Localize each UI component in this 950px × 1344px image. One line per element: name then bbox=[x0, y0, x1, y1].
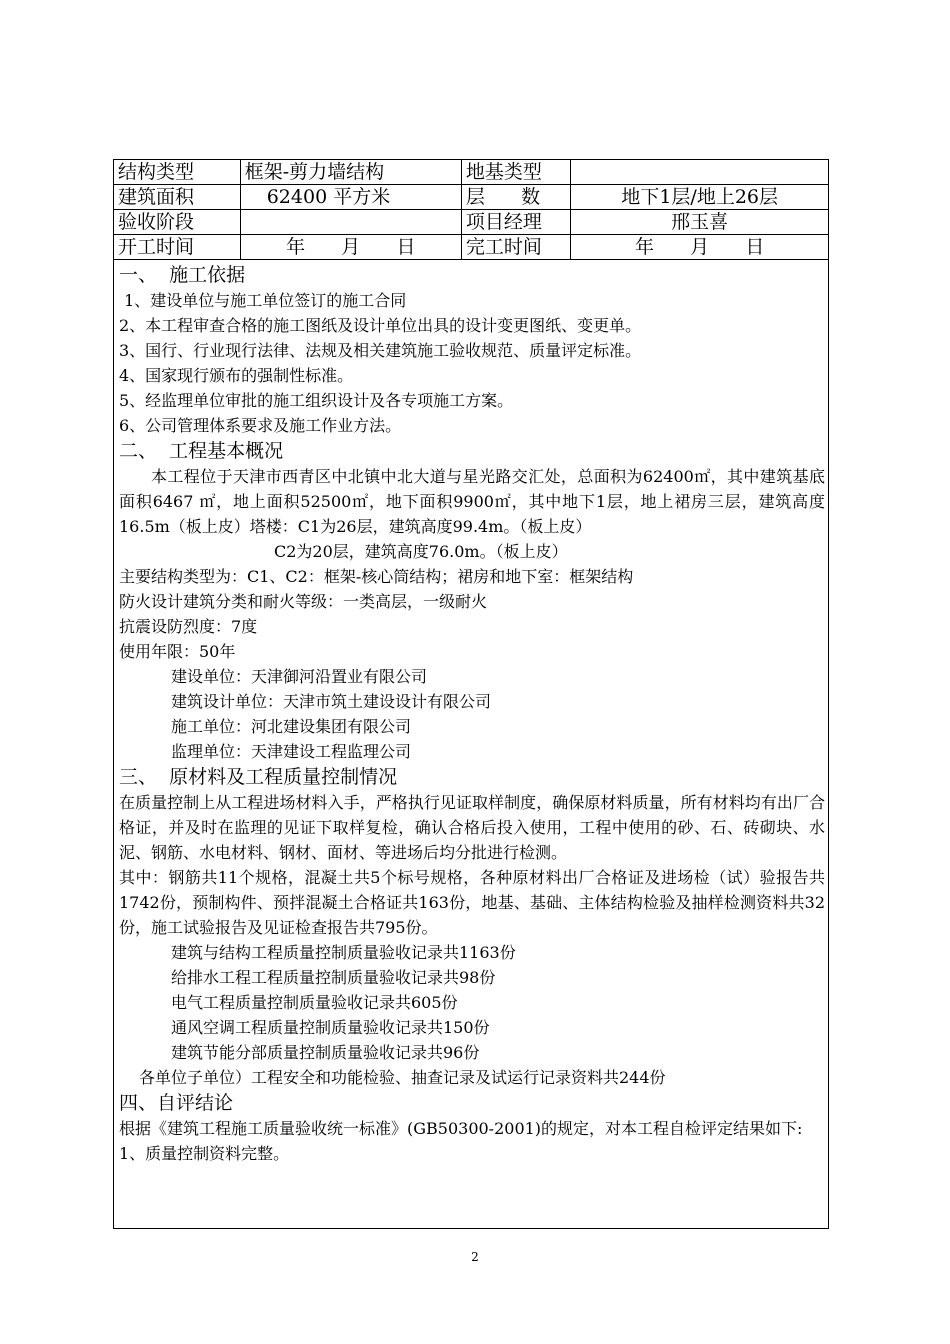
owner-unit-line: 建设单位：天津御河沿置业有限公司 bbox=[171, 667, 428, 686]
value-foundation-type bbox=[571, 160, 829, 185]
section-title-quality: 三、 原材料及工程质量控制情况 bbox=[119, 766, 398, 788]
label-start-date: 开工时间 bbox=[114, 235, 241, 260]
value-building-area: 62400 平方米 bbox=[240, 185, 461, 210]
project-info-table bbox=[113, 159, 829, 260]
label-acceptance-stage: 验收阶段 bbox=[114, 210, 241, 235]
section-title-basis: 一、 施工依据 bbox=[119, 264, 246, 286]
supervision-unit-line: 监理单位：天津建设工程监理公司 bbox=[171, 742, 412, 761]
record-line: 建筑节能分部质量控制质量验收记录共96份 bbox=[171, 1043, 480, 1062]
list-item: 5、经监理单位审批的施工组织设计及各专项施工方案。 bbox=[119, 391, 514, 410]
list-item: 2、本工程审查合格的施工图纸及设计单位出具的设计变更图纸、变更单。 bbox=[119, 316, 642, 335]
label-end-date: 完工时间 bbox=[461, 235, 570, 260]
design-unit-line: 建筑设计单位：天津市筑土建设设计有限公司 bbox=[171, 692, 492, 711]
conclusion-paragraph: 根据《建筑工程施工质量验收统一标准》(GB50300-2001)的规定，对本工程自检评定结果如下: bbox=[119, 1119, 803, 1138]
value-structure-type: 框架-剪力墙结构 bbox=[240, 160, 461, 185]
document-body bbox=[119, 262, 825, 1166]
table-row bbox=[114, 160, 829, 185]
record-line: 电气工程质量控制质量验收记录共605份 bbox=[171, 993, 458, 1012]
value-start-date: 年 月 日 bbox=[240, 235, 461, 260]
fire-rating-line: 防火设计建筑分类和耐火等级：一类高层，一级耐火 bbox=[119, 592, 488, 611]
page-number: 2 bbox=[471, 1250, 479, 1264]
record-line: 建筑与结构工程质量控制质量验收记录共1163份 bbox=[171, 943, 516, 962]
seismic-line: 抗震设防烈度：7度 bbox=[119, 617, 258, 636]
conclusion-item: 1、质量控制资料完整。 bbox=[119, 1144, 290, 1163]
table-row bbox=[114, 210, 829, 235]
list-item: 1、建设单位与施工单位签订的施工合同 bbox=[119, 291, 407, 310]
service-life-line: 使用年限：50年 bbox=[119, 642, 236, 661]
table-row bbox=[114, 235, 829, 260]
overview-paragraph-cont: C2为20层，建筑高度76.0m。（板上皮） bbox=[274, 542, 568, 561]
value-project-manager: 邢玉喜 bbox=[571, 210, 829, 235]
construction-unit-line: 施工单位：河北建设集团有限公司 bbox=[171, 717, 412, 736]
value-end-date: 年 月 日 bbox=[571, 235, 829, 260]
section-title-conclusion: 四、自评结论 bbox=[119, 1092, 234, 1114]
label-foundation-type: 地基类型 bbox=[461, 160, 570, 185]
list-item: 4、国家现行颁布的强制性标准。 bbox=[119, 366, 354, 385]
section-title-overview: 二、 工程基本概况 bbox=[119, 440, 284, 462]
record-line: 各单位子单位）工程安全和功能检验、抽查记录及试运行记录资料共244份 bbox=[139, 1068, 666, 1087]
table-row bbox=[114, 185, 829, 210]
record-line: 给排水工程工程质量控制质量验收记录共98份 bbox=[171, 968, 496, 987]
value-floors: 地下1层/地上26层 bbox=[571, 185, 829, 210]
label-structure-type: 结构类型 bbox=[114, 160, 241, 185]
record-line: 通风空调工程质量控制质量验收记录共150份 bbox=[171, 1018, 490, 1037]
list-item: 3、国行、行业现行法律、法规及相关建筑施工验收规范、质量评定标准。 bbox=[119, 341, 642, 360]
value-acceptance-stage bbox=[240, 210, 461, 235]
quality-stats-paragraph: 其中：钢筋共11个规格，混凝土共5个标号规格，各种原材料出厂合格证及进场检（试）验报告共1742份，预制构件、预拌混凝土合格证共163份，地基、基础、主体结构检验及抽样检测资料共32份，施工试验报告及见证检查报告共795份。 bbox=[119, 868, 825, 937]
list-item: 6、公司管理体系要求及施工作业方法。 bbox=[119, 416, 402, 435]
label-floors: 层 数 bbox=[461, 185, 570, 210]
label-project-manager: 项目经理 bbox=[461, 210, 570, 235]
overview-paragraph: 本工程位于天津市西青区中北镇中北大道与星光路交汇处，总面积为62400㎡，其中建筑基底面积6467 ㎡，地上面积52500㎡，地下面积9900㎡，其中地下1层，地上裙房三层，建筑高度16.5m（板上皮）塔楼：C1为26层，建筑高度99.4m。（板上皮） bbox=[119, 467, 825, 536]
structure-type-line: 主要结构类型为：C1、C2：框架-核心筒结构；裙房和地下室：框架结构 bbox=[119, 567, 634, 586]
quality-paragraph: 在质量控制上从工程进场材料入手，严格执行见证取样制度，确保原材料质量，所有材料均有出厂合格证，并及时在监理的见证下取样复检，确认合格后投入使用，工程中使用的砂、石、砖砌块、水泥、钢筋、水电材料、钢材、面材、等进场后均分批进行检测。 bbox=[119, 793, 825, 862]
label-building-area: 建筑面积 bbox=[114, 185, 241, 210]
